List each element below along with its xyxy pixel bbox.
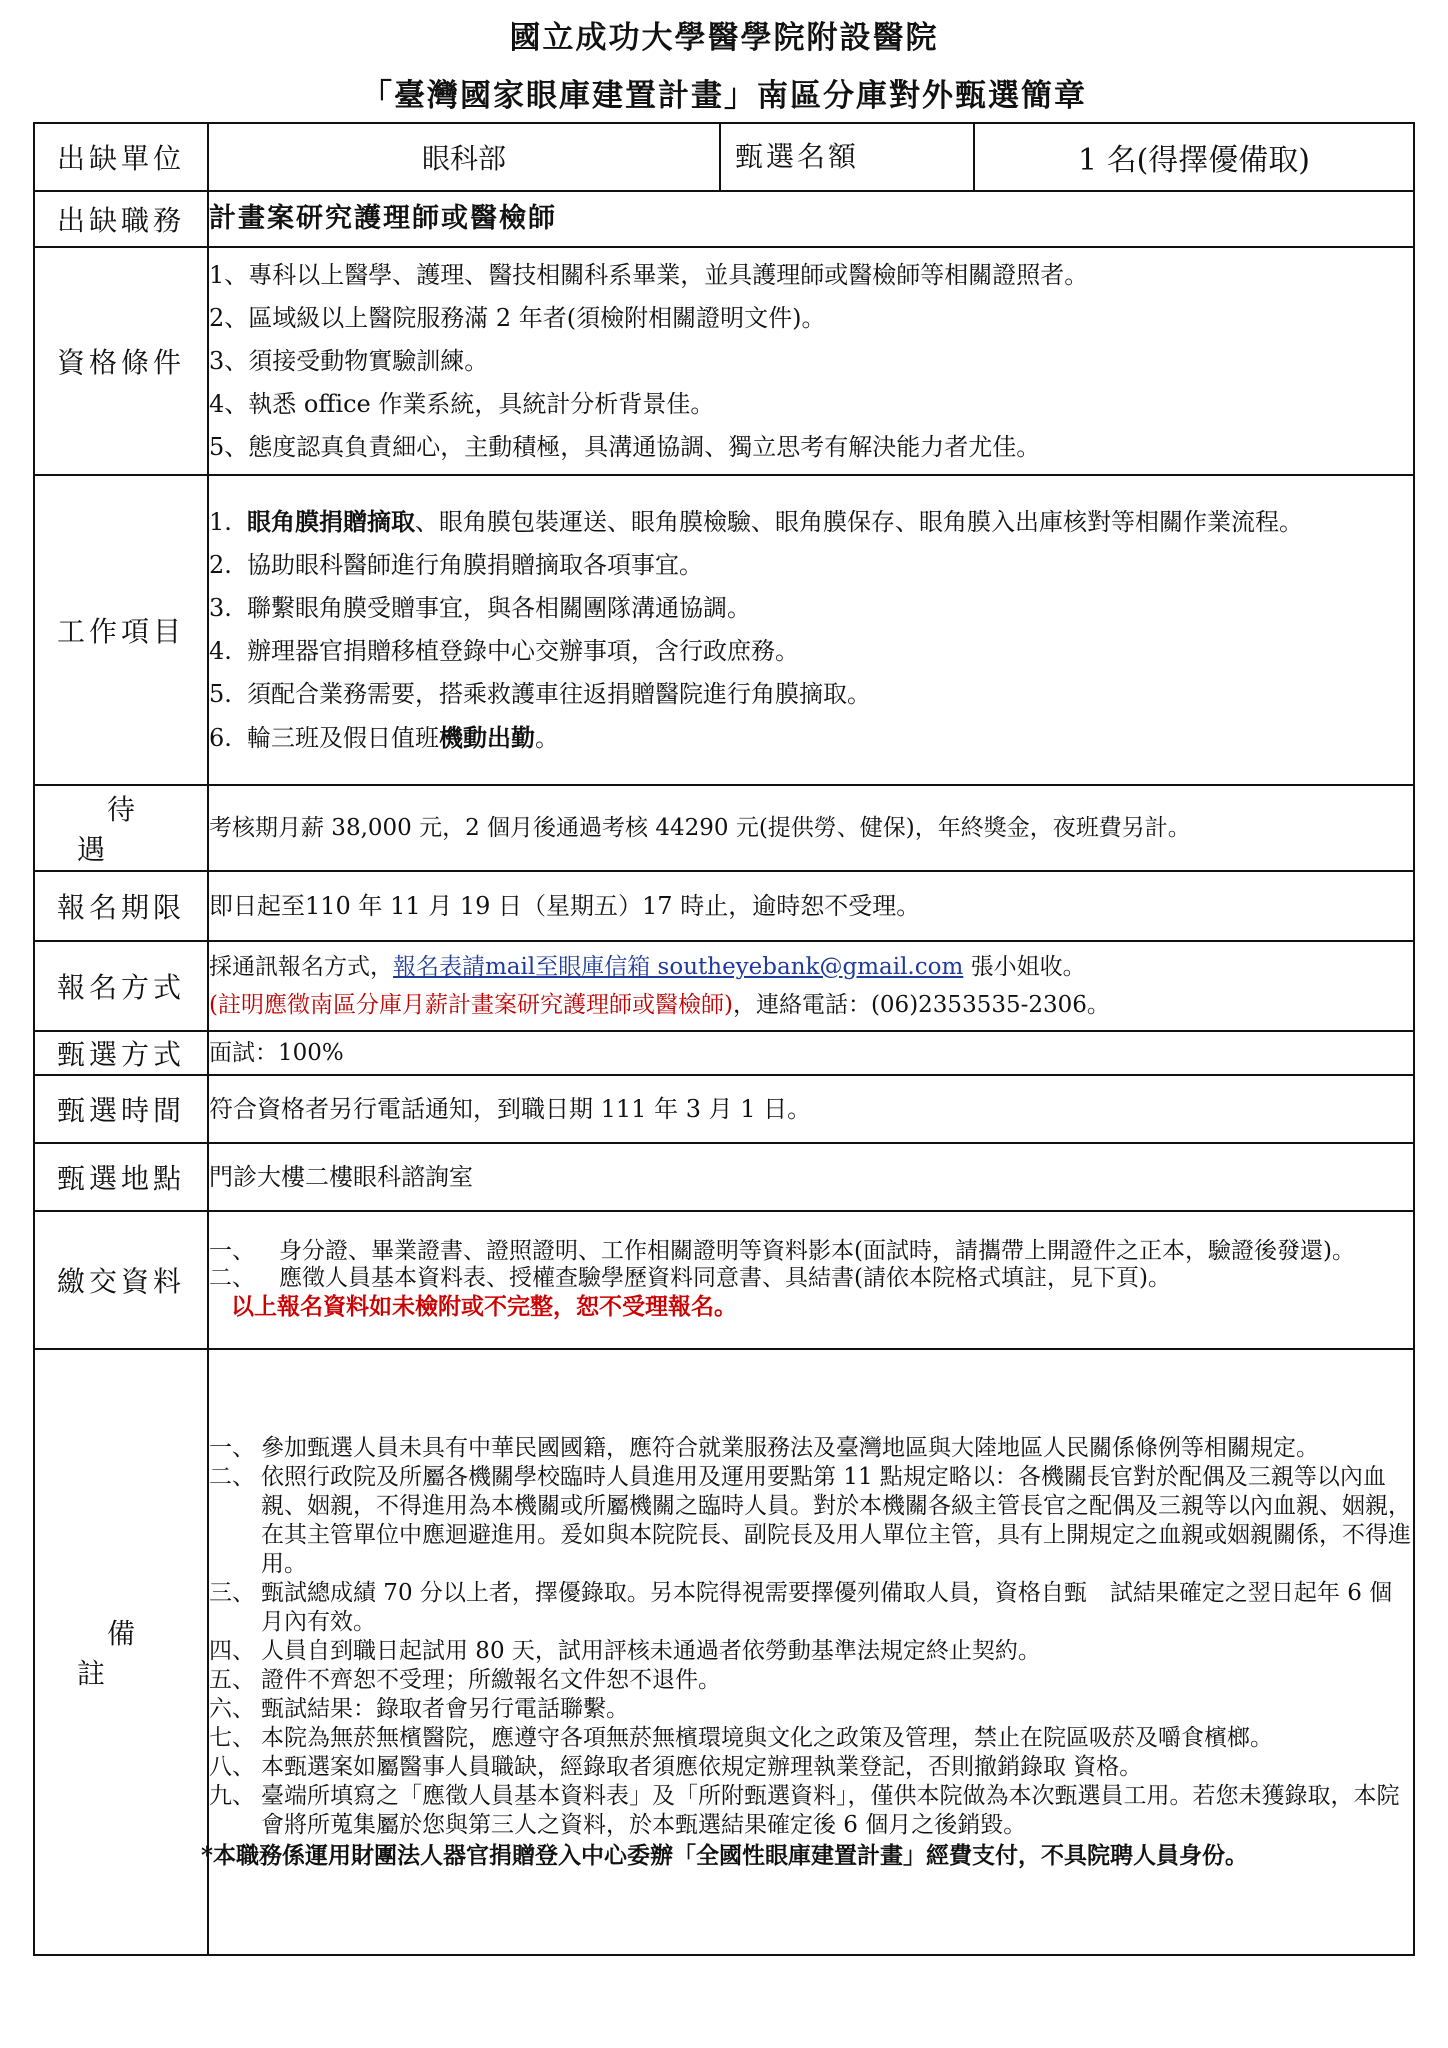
remark-item: 九、 臺端所填寫之「應徵人員基本資料表」及「所附甄選資料」，僅供本院做為本次甄選員工用。若您未獲錄取，本院會將所蒐集屬於您與第三人之資料，於本甄選結果確定後 6 個月之後銷毀。: [209, 1782, 1400, 1838]
document-item: 一、 身分證、畢業證書、證照證明、工作相關證明等資料影本(面試時，請攜帶上開證件之正本，驗證後發還)。: [209, 1238, 1355, 1264]
apply-line1: 採通訊報名方式，報名表請mail至眼庫信箱 southeyebank@gmail.com 張小姐收。: [209, 954, 1086, 980]
remark-item: 三、 甄試總成績 70 分以上者，擇優錄取。另本院得視需要擇優列備取人員，資格自甄 試結果確定之翌日起年 6 個月內有效。: [209, 1579, 1393, 1635]
row-remarks: [34, 1349, 1414, 1955]
method-value: 面試：100%: [208, 1031, 1414, 1075]
documents-label: 繳交資料: [34, 1211, 208, 1349]
duties-label: 工作項目: [34, 475, 208, 785]
remarks-footnote: *本職務係運用財團法人器官捐贈登入中心委辦「全國性眼庫建置計畫」經費支付，不具院聘人員身份。: [201, 1841, 1249, 1869]
document-subtitle: 「臺灣國家眼庫建置計畫」南區分庫對外甄選簡章: [361, 78, 1087, 114]
remark-item: 二、 依照行政院及所屬各機關學校臨時人員進用及運用要點第 11 點規定略以：各機關長官對於配偶及三親等以內血親、姻親，不得進用為本機關或所屬機關之臨時人員。對於本機關各級主管長官之配偶及三親等以內血親、姻親，在其主管單位中應迴避進用。爰如與本院院長、副院長及用人單位主管，具有上開規定之血親或姻親關係，不得進用。: [209, 1463, 1411, 1577]
document-title: 國立成功大學醫學院附設醫院: [509, 20, 939, 56]
row-unit: [34, 123, 1414, 191]
row-time: [34, 1075, 1414, 1143]
duty-item: 4. 辦理器官捐贈移植登錄中心交辦事項，含行政庶務。: [209, 637, 799, 665]
place-value: 門診大樓二樓眼科諮詢室: [208, 1143, 1414, 1211]
row-position: [34, 191, 1414, 247]
apply-label: 報名方式: [34, 941, 208, 1031]
remark-item: 五、 證件不齊恕不受理；所繳報名文件恕不退件。: [209, 1666, 721, 1693]
remark-item: 四、 人員自到職日起試用 80 天，試用評核未通過者依勞動基準法規定終止契約。: [209, 1637, 1041, 1664]
position-value: 計畫案研究護理師或醫檢師: [209, 202, 557, 234]
time-value: 符合資格者另行電話通知，到職日期 111 年 3 月 1 日。: [208, 1075, 1414, 1143]
qualifications-label: 資格條件: [34, 247, 208, 475]
duty-item: 2. 協助眼科醫師進行角膜捐贈摘取各項事宜。: [209, 551, 703, 579]
row-salary: [34, 785, 1414, 871]
row-apply: [34, 941, 1414, 1031]
remark-item: 六、 甄試結果：錄取者會另行電話聯繫。: [209, 1695, 629, 1722]
duty-item: 5. 須配合業務需要，搭乘救護車往返捐贈醫院進行角膜摘取。: [209, 680, 871, 708]
row-method: [34, 1031, 1414, 1075]
apply-line2: (註明應徵南區分庫月薪計畫案研究護理師或醫檢師)，連絡電話：(06)2353535-2306。: [209, 992, 1110, 1018]
duty-item1-bold: 眼角膜捐贈摘取: [247, 507, 415, 536]
qualification-item: 4、執悉 office 作業系統，具統計分析背景佳。: [209, 389, 715, 418]
quota-label: 甄選名額: [720, 123, 974, 191]
qualification-item: 3、須接受動物實驗訓練。: [209, 346, 489, 375]
salary-value: 考核期月薪 38,000 元，2 個月後通過考核 44290 元(提供勞、健保)，年終獎金，夜班費另計。: [208, 785, 1414, 871]
documents-warning: 以上報名資料如未檢附或不完整，恕不受理報名。: [231, 1293, 737, 1320]
row-deadline: [34, 871, 1414, 941]
mail-link[interactable]: 報名表請mail至眼庫信箱 southeyebank@gmail.com: [393, 954, 964, 980]
remarks-label: 備註: [34, 1349, 208, 1955]
row-place: [34, 1143, 1414, 1211]
remark-item: 七、 本院為無菸無檳醫院，應遵守各項無菸無檳環境與文化之政策及管理，禁止在院區吸菸及嚼食檳榔。: [209, 1724, 1273, 1751]
duty-item: 1. 眼角膜捐贈摘取、眼角膜包裝運送、眼角膜檢驗、眼角膜保存、眼角膜入出庫核對等相關作業流程。: [209, 507, 1303, 536]
qualification-item: 5、態度認真負責細心，主動積極，具溝通協調、獨立思考有解決能力者尤佳。: [209, 432, 1041, 461]
apply-note-red: (註明應徵南區分庫月薪計畫案研究護理師或醫檢師): [209, 992, 733, 1018]
row-duties: [34, 475, 1414, 785]
unit-label: 出缺單位: [34, 123, 208, 191]
deadline-label: 報名期限: [34, 871, 208, 941]
qualification-item: 2、區域級以上醫院服務滿 2 年者(須檢附相關證明文件)。: [209, 303, 826, 332]
recruitment-table: [33, 122, 1415, 1956]
deadline-value: 即日起至110 年 11 月 19 日（星期五）17 時止，逾時恕不受理。: [208, 871, 1414, 941]
quota-value: 1 名(得擇優備取): [974, 123, 1414, 191]
document-item: 二、 應徵人員基本資料表、授權查驗學歷資料同意書、具結書(請依本院格式填註，見下頁)。: [209, 1265, 1171, 1291]
position-label: 出缺職務: [34, 191, 208, 247]
unit-value: 眼科部: [208, 123, 720, 191]
row-documents: [34, 1211, 1414, 1349]
duty-item6-bold: 機動出勤: [439, 723, 535, 752]
place-label: 甄選地點: [34, 1143, 208, 1211]
row-qualifications: [34, 247, 1414, 475]
time-label: 甄選時間: [34, 1075, 208, 1143]
remark-item: 八、 本甄選案如屬醫事人員職缺，經錄取者須應依規定辦理執業登記，否則撤銷錄取 資格。: [209, 1753, 1143, 1780]
method-label: 甄選方式: [34, 1031, 208, 1075]
duty-item: 6. 輪三班及假日值班機動出勤。: [209, 723, 559, 752]
remark-item: 一、 參加甄選人員未具有中華民國國籍，應符合就業服務法及臺灣地區與大陸地區人民關係條例等相關規定。: [209, 1434, 1319, 1461]
duty-item: 3. 聯繫眼角膜受贈事宜，與各相關團隊溝通協調。: [209, 594, 751, 622]
qualification-item: 1、專科以上醫學、護理、醫技相關科系畢業，並具護理師或醫檢師等相關證照者。: [209, 260, 1089, 289]
salary-label: 待遇: [34, 785, 208, 871]
